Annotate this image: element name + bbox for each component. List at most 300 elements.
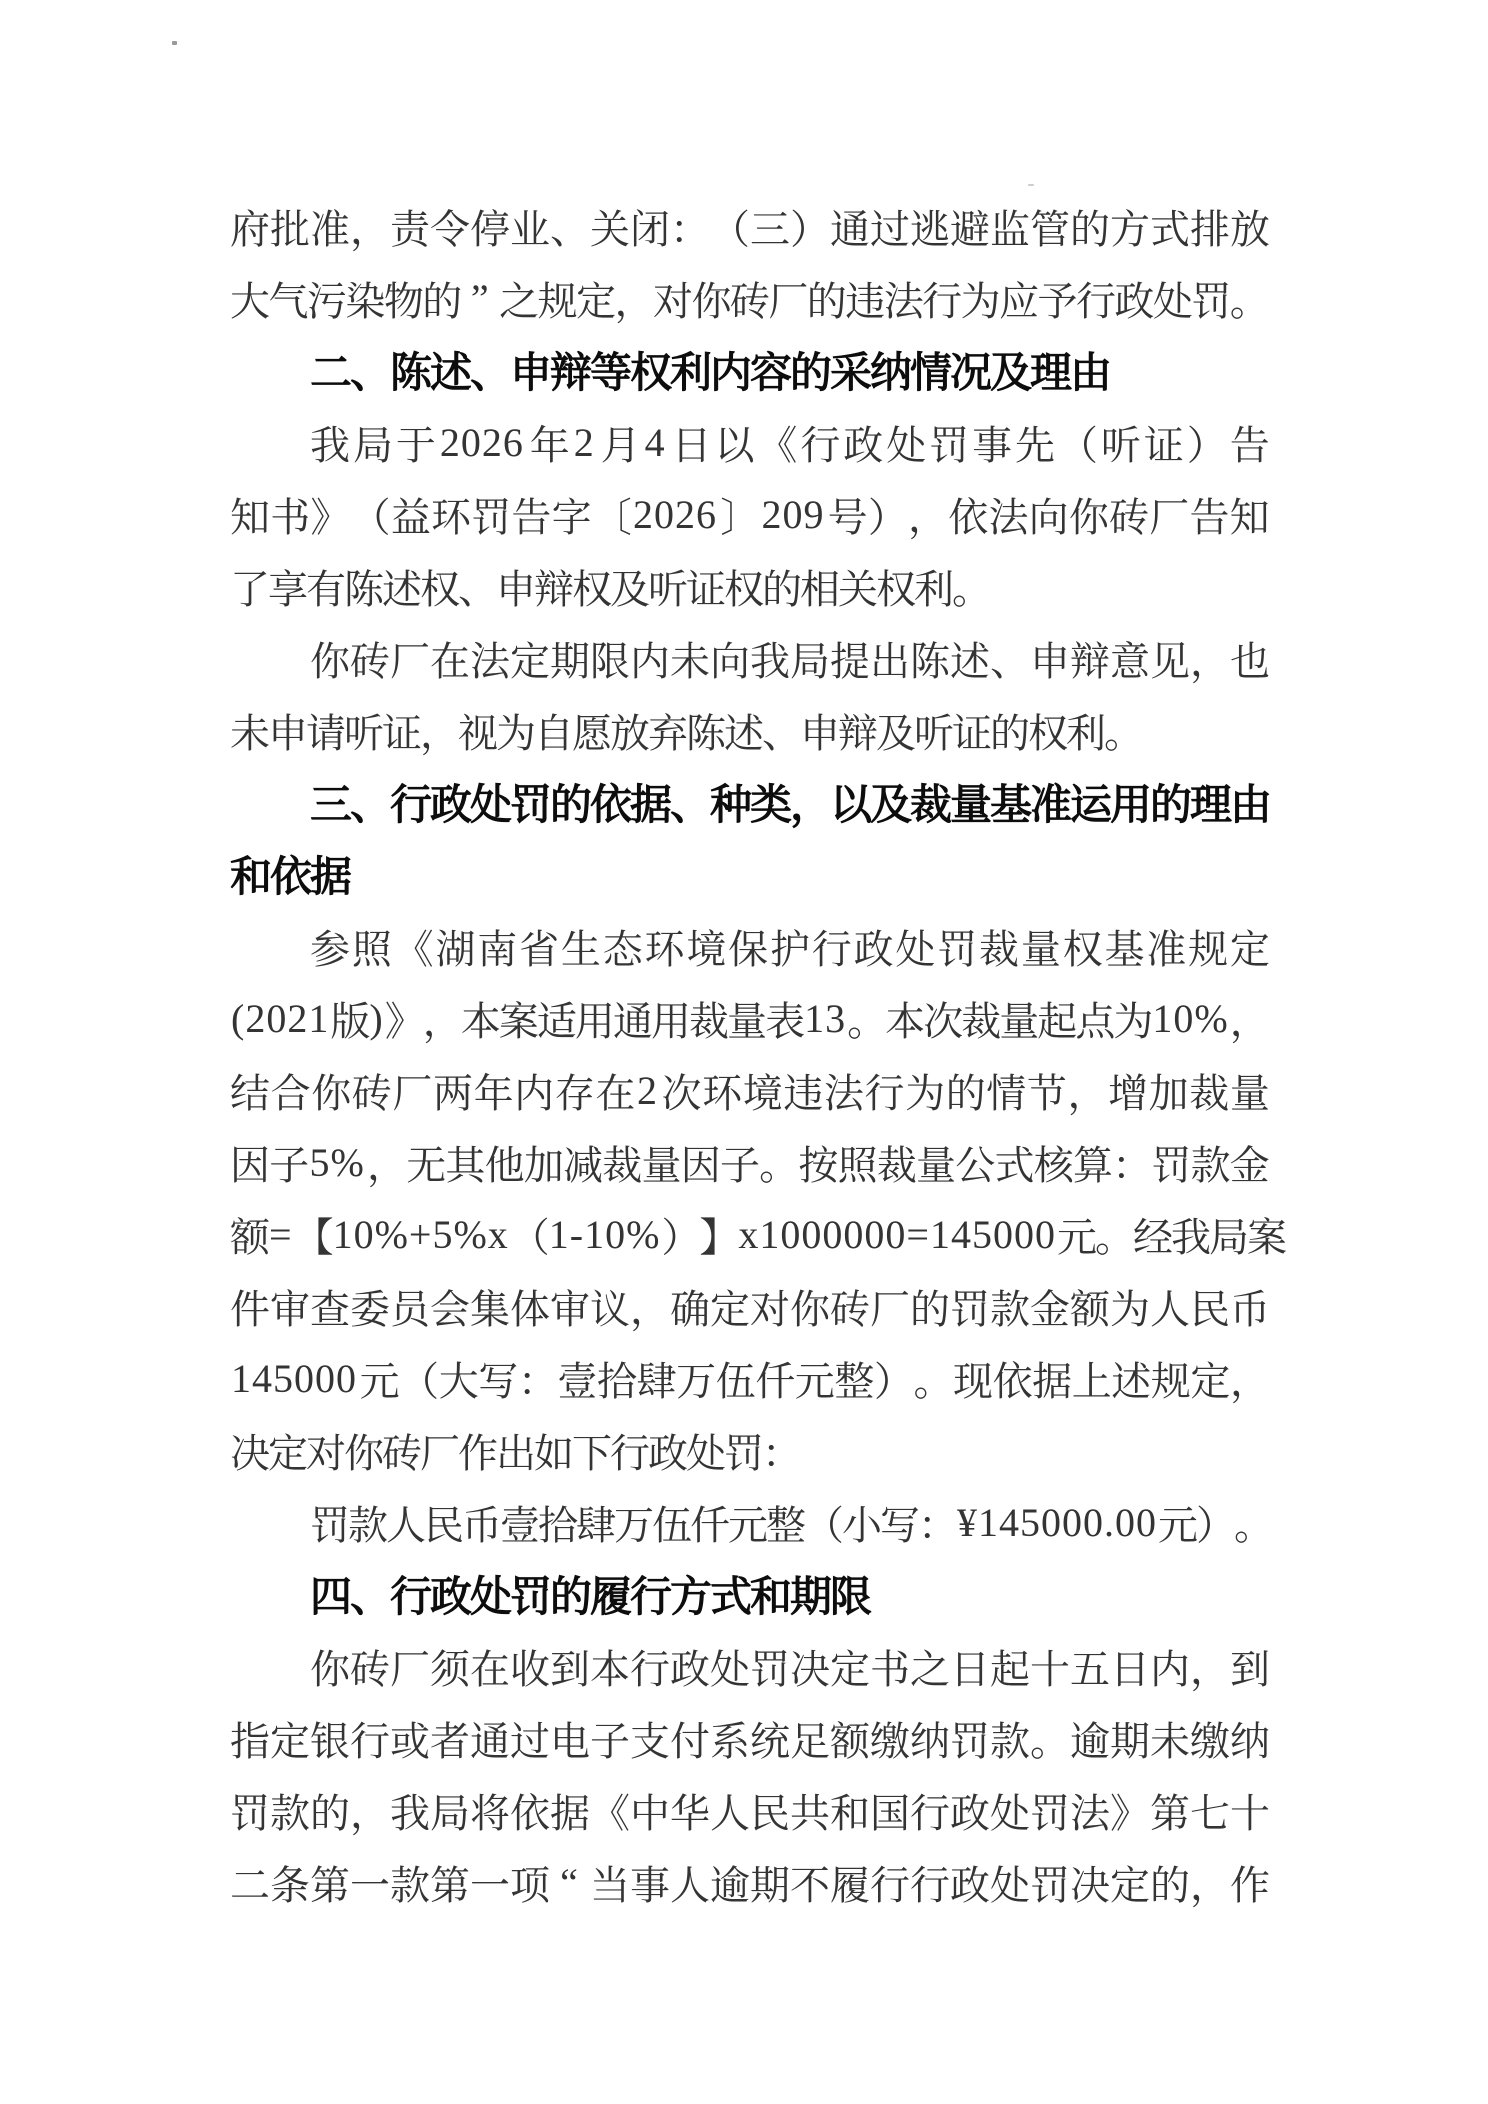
- text-line: [230, 622, 1268, 694]
- cjk-char: 证: [952, 710, 992, 756]
- cjk-char: 整: [834, 1358, 875, 1404]
- cjk-char: ，: [350, 206, 390, 252]
- cjk-char: ，: [1229, 1358, 1270, 1404]
- cjk-char: 请: [306, 710, 346, 756]
- cjk-char: 及: [990, 349, 1033, 396]
- cjk-char: 你: [790, 1286, 830, 1332]
- cjk-char: 合: [270, 1070, 311, 1116]
- cjk-char: 适: [536, 998, 577, 1044]
- cjk-char: 证: [1143, 422, 1184, 468]
- cjk-char: 裁: [979, 926, 1019, 972]
- cjk-char: 因: [230, 1142, 270, 1188]
- text-line: [230, 550, 1268, 622]
- cjk-char: 通: [830, 206, 870, 252]
- cjk-char: ，: [1190, 1862, 1230, 1908]
- cjk-char: 气: [268, 278, 309, 324]
- cjk-char: 款: [990, 1718, 1030, 1764]
- cjk-char: 南: [477, 926, 518, 972]
- cjk-char: 对: [750, 1286, 790, 1332]
- cjk-char: 告: [1189, 494, 1230, 540]
- cjk-char: 民: [1190, 1286, 1230, 1332]
- cjk-char: 未: [1150, 1718, 1190, 1764]
- cjk-char: 罚: [510, 1573, 553, 1620]
- cjk-char: 规: [537, 278, 578, 324]
- cjk-char: 查: [310, 1286, 350, 1332]
- cjk-char: 电: [550, 1718, 590, 1764]
- cjk-char: 政: [1114, 278, 1155, 324]
- cjk-char: 和: [750, 1573, 793, 1620]
- cjk-char: 书: [270, 494, 311, 540]
- cjk-char: 如: [534, 1430, 574, 1476]
- cjk-char: 上: [1071, 1358, 1112, 1404]
- cjk-char: 《: [757, 422, 798, 468]
- cjk-char: 之: [499, 278, 540, 324]
- cjk-char: 期: [550, 638, 590, 684]
- cjk-char: ，: [630, 1286, 670, 1332]
- cjk-char: 。: [847, 998, 888, 1044]
- cjk-char: 罚: [724, 1430, 764, 1476]
- cjk-char: 支: [630, 1718, 670, 1764]
- cjk-char: 基: [990, 781, 1033, 828]
- cjk-char: 人: [710, 1790, 750, 1836]
- cjk-char: 府: [230, 206, 270, 252]
- cjk-char: 因: [680, 1142, 721, 1188]
- ascii-segment: 13: [804, 995, 847, 1041]
- cjk-char: 人: [670, 1862, 710, 1908]
- cjk-char: 行: [800, 422, 841, 468]
- cjk-char: ）: [790, 206, 830, 252]
- cjk-char: 由: [1230, 781, 1273, 828]
- ascii-segment: 10%+5%x: [332, 1211, 509, 1257]
- cjk-char: 或: [390, 1718, 430, 1764]
- cjk-char: 未: [230, 710, 270, 756]
- cjk-char: 停: [470, 206, 510, 252]
- cjk-char: 第: [430, 1862, 470, 1908]
- cjk-char: （: [399, 1358, 440, 1404]
- cjk-char: 罚: [510, 781, 553, 828]
- cjk-char: 规: [1188, 926, 1229, 972]
- cjk-char: 据: [630, 781, 673, 828]
- cjk-char: 境: [742, 1070, 783, 1116]
- cjk-char: 对: [652, 278, 693, 324]
- cjk-char: 次: [923, 998, 964, 1044]
- cjk-char: 子: [269, 1142, 310, 1188]
- cjk-char: 项: [510, 1862, 550, 1908]
- cjk-char: 依: [270, 853, 313, 900]
- cjk-char: 我: [1170, 1214, 1211, 1260]
- cjk-char: 管: [1030, 206, 1070, 252]
- cjk-char: 罚: [937, 926, 978, 972]
- cjk-char: 的: [422, 278, 463, 324]
- cjk-char: 定: [830, 1646, 870, 1692]
- cjk-char: 关: [838, 566, 878, 612]
- cjk-char: 伍: [652, 1502, 692, 1548]
- cjk-char: 行: [864, 1070, 905, 1116]
- cjk-char: 的: [806, 278, 847, 324]
- cjk-char: 和: [230, 853, 273, 900]
- text-line: [230, 1342, 1268, 1414]
- ascii-segment: ¥145000.00: [957, 1499, 1157, 1545]
- cjk-char: 十: [1230, 1790, 1270, 1836]
- scan-noise-speck: [1028, 184, 1034, 186]
- cjk-char: 逾: [710, 1862, 750, 1908]
- cjk-char: ）: [1186, 422, 1227, 468]
- cjk-char: ，: [350, 1790, 390, 1836]
- cjk-char: 集: [470, 1286, 510, 1332]
- cjk-char: 环: [702, 1070, 743, 1116]
- ascii-segment: 2: [573, 419, 595, 465]
- cjk-char: 》: [310, 494, 351, 540]
- cjk-char: 局: [430, 1790, 470, 1836]
- cjk-char: 定: [270, 1718, 310, 1764]
- cjk-char: 辩: [534, 566, 574, 612]
- cjk-char: 在: [470, 1646, 510, 1692]
- cjk-char: 加: [523, 1142, 564, 1188]
- cjk-char: 款: [1190, 1142, 1231, 1188]
- cjk-char: 视: [458, 710, 498, 756]
- cjk-char: 的: [1070, 206, 1110, 252]
- cjk-char: 污: [306, 278, 347, 324]
- cjk-char: 过: [510, 1718, 550, 1764]
- cjk-char: 权: [572, 566, 612, 612]
- cjk-char: 的: [1150, 1862, 1190, 1908]
- cjk-char: 见: [1150, 638, 1190, 684]
- cjk-char: 据: [550, 1790, 590, 1836]
- cjk-char: 大: [438, 1358, 479, 1404]
- cjk-char: 提: [830, 638, 870, 684]
- cjk-char: 裁: [1189, 1070, 1230, 1116]
- cjk-char: 定: [576, 278, 617, 324]
- cjk-char: 先: [1015, 422, 1055, 468]
- cjk-char: 局: [352, 422, 393, 468]
- cjk-char: 申: [268, 710, 308, 756]
- cjk-char: 元: [1056, 1214, 1097, 1260]
- cjk-char: 款: [990, 1286, 1030, 1332]
- cjk-char: 违: [845, 278, 886, 324]
- cjk-char: 通: [470, 1718, 510, 1764]
- cjk-char: 体: [510, 1286, 550, 1332]
- cjk-char: 厂: [420, 1430, 460, 1476]
- cjk-char: 排: [1190, 206, 1230, 252]
- cjk-char: 据: [1032, 1358, 1073, 1404]
- cjk-char: 裁: [689, 998, 729, 1044]
- cjk-char: 湖: [435, 926, 476, 972]
- cjk-char: 事: [630, 1862, 670, 1908]
- ascii-segment: 2: [636, 1067, 658, 1113]
- cjk-char: 权: [1062, 926, 1103, 972]
- text-line: [230, 1702, 1268, 1774]
- cjk-char: 【: [293, 1214, 334, 1260]
- cjk-char: 的: [762, 566, 802, 612]
- cjk-char: 环: [644, 926, 685, 972]
- cjk-char: 局: [1208, 1214, 1249, 1260]
- cjk-char: 厂: [1149, 494, 1190, 540]
- cjk-char: 依: [590, 781, 633, 828]
- cjk-char: 、: [350, 1573, 393, 1620]
- heading-line: [230, 766, 1273, 838]
- cjk-char: 结: [230, 1070, 270, 1116]
- cjk-char: 行: [390, 781, 433, 828]
- text-line: [230, 1630, 1268, 1702]
- scan-noise-speck: [172, 41, 177, 45]
- cjk-char: 辩: [838, 710, 878, 756]
- cjk-char: 。: [1104, 710, 1144, 756]
- cjk-char: 存: [554, 1070, 595, 1116]
- cjk-char: 、: [470, 349, 513, 396]
- cjk-char: 期: [1110, 1718, 1150, 1764]
- cjk-char: 方: [670, 1573, 713, 1620]
- cjk-char: 出: [870, 638, 910, 684]
- cjk-char: 案: [1246, 1214, 1287, 1260]
- text-line: [230, 982, 1268, 1054]
- cjk-char: 事: [972, 422, 1013, 468]
- cjk-char: 政: [950, 1862, 990, 1908]
- cjk-char: 三: [310, 781, 353, 828]
- cjk-char: 陈: [344, 566, 384, 612]
- cjk-char: 行: [811, 926, 852, 972]
- cjk-char: 不: [790, 1862, 830, 1908]
- cjk-char: 法: [988, 494, 1029, 540]
- cjk-char: 述: [724, 710, 764, 756]
- text-line: [230, 262, 1268, 334]
- cjk-char: 为: [960, 278, 1001, 324]
- cjk-char: 你: [310, 638, 350, 684]
- cjk-char: 审: [550, 1286, 590, 1332]
- cjk-char: 权: [724, 566, 764, 612]
- cjk-char: 处: [1152, 278, 1193, 324]
- cjk-char: 须: [430, 1646, 470, 1692]
- cjk-char: 当: [590, 1862, 630, 1908]
- cjk-char: 申: [496, 566, 536, 612]
- cjk-char: 仟: [755, 1358, 796, 1404]
- cjk-char: 人: [386, 1502, 426, 1548]
- cjk-char: 处: [990, 1862, 1030, 1908]
- cjk-char: 大: [230, 278, 270, 324]
- cjk-char: 过: [870, 206, 910, 252]
- cjk-char: 银: [310, 1718, 350, 1764]
- cjk-char: 》: [1110, 1790, 1150, 1836]
- cjk-char: ：: [517, 1358, 558, 1404]
- cjk-char: 及: [870, 781, 913, 828]
- cjk-char: 二: [230, 1862, 270, 1908]
- cjk-char: 式: [1150, 206, 1190, 252]
- cjk-char: 减: [563, 1142, 604, 1188]
- cjk-char: 表: [765, 998, 806, 1044]
- cjk-char: 砖: [350, 638, 390, 684]
- cjk-char: 整: [766, 1502, 806, 1548]
- text-line: [230, 910, 1268, 982]
- cjk-char: 环: [431, 494, 472, 540]
- cjk-char: 厂: [768, 278, 809, 324]
- cjk-char: 厂: [392, 1070, 433, 1116]
- cjk-char: 点: [1075, 998, 1116, 1044]
- cjk-char: 申: [510, 349, 553, 396]
- cjk-char: 》: [384, 998, 425, 1044]
- cjk-char: 罚: [950, 1286, 990, 1332]
- cjk-char: 到: [1230, 1646, 1270, 1692]
- cjk-char: 行: [630, 1646, 670, 1692]
- cjk-char: 他: [484, 1142, 525, 1188]
- cjk-char: 砖: [350, 1646, 390, 1692]
- cjk-char: 作: [1230, 1862, 1270, 1908]
- cjk-char: 听: [344, 710, 384, 756]
- cjk-char: 算: [1072, 1142, 1113, 1188]
- cjk-char: 放: [610, 710, 650, 756]
- cjk-char: 肆: [636, 1358, 677, 1404]
- cjk-char: 民: [750, 1790, 790, 1836]
- cjk-char: 罚: [929, 422, 970, 468]
- cjk-char: 之: [910, 1646, 950, 1692]
- cjk-char: 金: [1229, 1142, 1270, 1188]
- cjk-char: 用: [650, 998, 691, 1044]
- cjk-char: 我: [390, 1790, 430, 1836]
- cjk-char: 权: [420, 566, 460, 612]
- cjk-char: 罚: [1151, 1142, 1192, 1188]
- cjk-char: “: [560, 1859, 578, 1905]
- cjk-char: 申: [800, 710, 840, 756]
- cjk-char: 现: [953, 1358, 993, 1404]
- cjk-char: 你: [344, 1430, 384, 1476]
- cjk-char: 式: [994, 1142, 1035, 1188]
- cjk-char: 履: [830, 1862, 870, 1908]
- cjk-char: 加: [1148, 1070, 1189, 1116]
- cjk-char: 本: [590, 1646, 630, 1692]
- cjk-char: 益: [390, 494, 431, 540]
- cjk-char: 收: [510, 1646, 550, 1692]
- cjk-char: 经: [1132, 1214, 1173, 1260]
- cjk-char: 由: [1070, 349, 1113, 396]
- cjk-char: 第: [1150, 1790, 1190, 1836]
- cjk-char: ，: [790, 781, 833, 828]
- cjk-char: 的: [945, 1070, 986, 1116]
- cjk-char: 内: [710, 349, 753, 396]
- cjk-char: 照: [837, 1142, 878, 1188]
- cjk-char: 为: [1110, 1286, 1150, 1332]
- ascii-segment: x1000000=145000: [738, 1211, 1056, 1257]
- cjk-char: 辩: [1070, 638, 1110, 684]
- cjk-char: ：: [1112, 1142, 1153, 1188]
- cjk-char: 无: [406, 1142, 447, 1188]
- cjk-char: 出: [496, 1430, 536, 1476]
- cjk-char: 你: [311, 1070, 352, 1116]
- cjk-char: 相: [800, 566, 840, 612]
- cjk-char: 书: [870, 1646, 910, 1692]
- cjk-char: 足: [790, 1718, 830, 1764]
- cjk-char: 权: [876, 566, 916, 612]
- cjk-char: 罚: [1030, 1790, 1070, 1836]
- cjk-char: 裁: [910, 781, 953, 828]
- cjk-char: 。: [759, 1142, 800, 1188]
- cjk-char: 两: [432, 1070, 473, 1116]
- cjk-char: 元: [1158, 1502, 1198, 1548]
- cjk-char: 五: [1070, 1646, 1110, 1692]
- cjk-char: 通: [612, 998, 653, 1044]
- cjk-char: 系: [710, 1718, 750, 1764]
- cjk-char: 听: [648, 566, 688, 612]
- cjk-char: 四: [310, 1573, 353, 1620]
- cjk-char: 元: [794, 1358, 835, 1404]
- cjk-char: 保: [728, 926, 769, 972]
- cjk-char: 履: [590, 1573, 633, 1620]
- cjk-char: ）: [873, 1358, 914, 1404]
- cjk-char: 行: [922, 278, 963, 324]
- cjk-char: 者: [430, 1718, 470, 1764]
- cjk-char: 法: [823, 1070, 864, 1116]
- cjk-char: 裁: [876, 1142, 917, 1188]
- cjk-char: 述: [1111, 1358, 1152, 1404]
- cjk-char: 违: [783, 1070, 824, 1116]
- cjk-char: 政: [853, 926, 894, 972]
- ascii-segment: ): [369, 995, 384, 1041]
- ascii-segment: 145000: [231, 1355, 357, 1401]
- cjk-char: 行: [610, 1430, 650, 1476]
- cjk-char: 的: [1150, 781, 1193, 828]
- cjk-char: 民: [424, 1502, 464, 1548]
- cjk-char: 证: [686, 566, 726, 612]
- cjk-char: 告: [511, 494, 552, 540]
- cjk-char: ，: [366, 1142, 407, 1188]
- cjk-char: 共: [790, 1790, 830, 1836]
- cjk-char: 写: [478, 1358, 519, 1404]
- cjk-char: 议: [590, 1286, 630, 1332]
- cjk-char: 定: [1229, 926, 1270, 972]
- cjk-char: 境: [686, 926, 727, 972]
- cjk-char: 决: [1070, 1862, 1110, 1908]
- cjk-char: 监: [990, 206, 1030, 252]
- cjk-char: 业: [510, 206, 550, 252]
- text-line: [230, 1486, 1274, 1558]
- cjk-char: 省: [519, 926, 560, 972]
- cjk-char: 政: [843, 422, 884, 468]
- cjk-char: 政: [430, 781, 473, 828]
- cjk-char: 依: [992, 1358, 1033, 1404]
- cjk-char: 。: [1094, 1214, 1135, 1260]
- cjk-char: 量: [1229, 1070, 1270, 1116]
- cjk-char: 额: [230, 1214, 270, 1260]
- cjk-char: 第: [310, 1862, 350, 1908]
- cjk-char: 罚: [950, 1718, 990, 1764]
- cjk-char: 起: [1037, 998, 1078, 1044]
- cjk-char: 罚: [230, 1790, 270, 1836]
- cjk-char: ：: [762, 1430, 802, 1476]
- cjk-char: 、: [350, 781, 393, 828]
- cjk-char: ）: [661, 1214, 702, 1260]
- cjk-char: 准: [1146, 926, 1187, 972]
- cjk-char: 年: [473, 1070, 514, 1116]
- cjk-char: 政: [648, 1430, 688, 1476]
- cjk-char: 本: [460, 998, 501, 1044]
- cjk-char: 责: [390, 206, 430, 252]
- cjk-char: 量: [1020, 926, 1061, 972]
- cjk-char: 处: [886, 422, 927, 468]
- cjk-char: 件: [230, 1286, 270, 1332]
- cjk-char: 类: [750, 781, 793, 828]
- cjk-char: 次: [661, 1070, 702, 1116]
- cjk-char: 裁: [602, 1142, 643, 1188]
- cjk-char: 态: [602, 926, 643, 972]
- cjk-char: 申: [1030, 638, 1070, 684]
- cjk-char: 运: [1070, 781, 1113, 828]
- cjk-char: ：: [918, 1502, 958, 1548]
- cjk-char: 一: [350, 1862, 390, 1908]
- cjk-char: 决: [230, 1430, 270, 1476]
- cjk-char: 利: [670, 349, 713, 396]
- cjk-char: 款: [390, 1862, 430, 1908]
- cjk-char: 辩: [550, 349, 593, 396]
- cjk-char: 厂: [870, 1286, 910, 1332]
- cjk-char: 对: [306, 1430, 346, 1476]
- cjk-char: 以: [830, 781, 873, 828]
